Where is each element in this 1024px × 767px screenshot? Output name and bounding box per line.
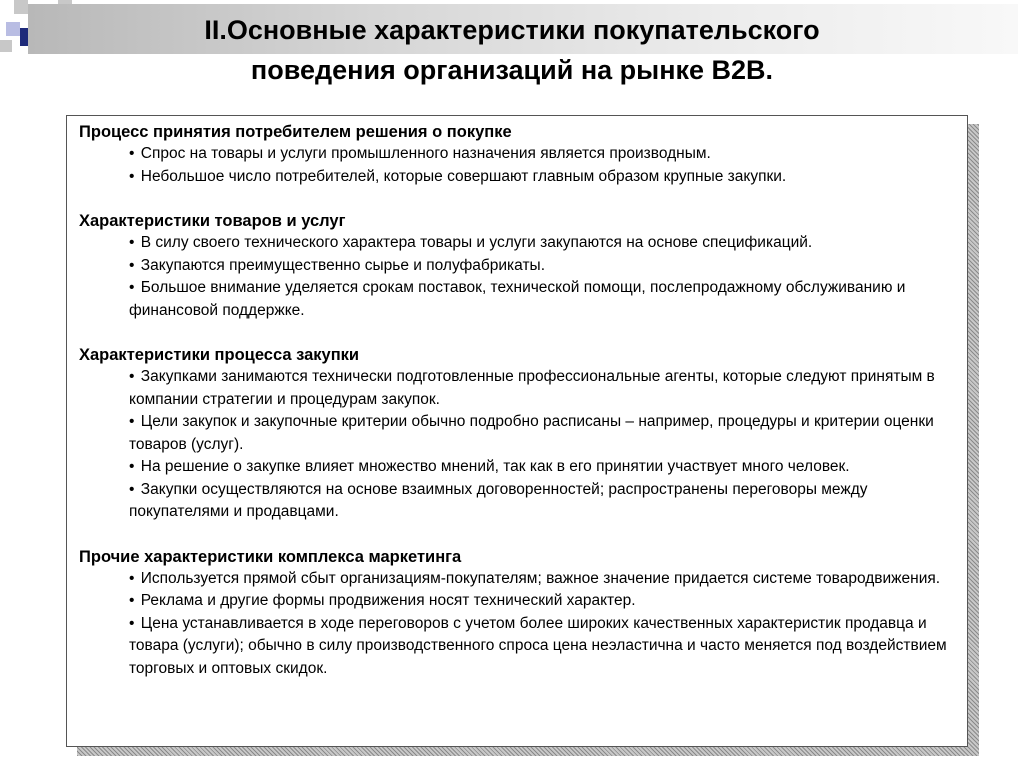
list-item [129, 166, 959, 189]
section-heading: Характеристики процесса закупки [79, 346, 360, 364]
list-item-text: Реклама и другие формы продвижения носят технический характер. [140, 592, 636, 609]
section-decision-process [79, 121, 959, 188]
bullet-icon: • [129, 167, 135, 185]
list-item [129, 277, 959, 322]
slide-title-line-1: II.Основные характеристики покупательского [204, 15, 820, 45]
list-item-text: Закупками занимаются технически подготовленные профессиональные агенты, которые следуют принятым в компании стратегии и процедурам закупок. [129, 368, 935, 408]
bullet-icon: • [129, 279, 135, 296]
list-item-text: Закупки осуществляются на основе взаимных договоренностей; распространены переговоры между покупателями и продавцами. [129, 480, 868, 520]
section-heading: Прочие характеристики комплекса маркетинга [79, 547, 462, 566]
list-item [129, 255, 959, 278]
bullet-icon: • [129, 480, 135, 498]
section-heading: Процесс принятия потребителем решения о покупке [79, 123, 512, 141]
list-item [129, 590, 959, 613]
bullet-icon: • [129, 614, 135, 632]
bullet-icon: • [129, 592, 135, 609]
bullet-icon: • [129, 458, 135, 475]
bullet-icon: • [129, 368, 135, 385]
list-item-text: Цена устанавливается в ходе переговоров с учетом более широких качественных характеристик продавца и товара (услуги); обычно в силу производственного спроса цена неэластична и часто меняется под воздействием торговых и оптовых скидок. [129, 614, 947, 677]
list-item-text: Закупаются преимущественно сырье и полуфабрикаты. [140, 256, 546, 274]
section-purchasing-process [79, 344, 959, 524]
list-item-text: Большое внимание уделяется срокам поставок, технической помощи, послепродажному обслуживанию и финансовой поддержке. [129, 279, 906, 319]
bullet-icon: • [129, 569, 135, 587]
list-item [129, 456, 959, 479]
list-item-text: На решение о закупке влияет множество мнений, так как в его принятии участвует много человек. [140, 458, 850, 475]
content-list [79, 121, 959, 702]
bullet-icon: • [129, 145, 135, 162]
list-item-text: В силу своего технического характера товары и услуги закупаются на основе спецификаций. [140, 234, 813, 251]
list-item [129, 411, 959, 456]
list-item [129, 143, 959, 166]
section-heading: Характеристики товаров и услуг [79, 212, 346, 230]
bullet-icon: • [129, 256, 135, 274]
list-item [129, 613, 959, 681]
list-item-text: Цели закупок и закупочные критерии обычно подробно расписаны – например, процедуры и критерии оценки товаров (услуг). [129, 413, 934, 453]
list-item-text: Используется прямой сбыт организациям-покупателям; важное значение придается системе товародвижения. [140, 569, 941, 587]
content-panel [66, 115, 968, 747]
section-marketing-mix [79, 546, 959, 681]
list-item-text: Небольшое число потребителей, которые совершают главным образом крупные закупки. [140, 167, 787, 185]
list-item [129, 232, 959, 255]
slide-title-line-2: поведения организаций на рынке B2B. [250, 55, 774, 85]
slide-title [40, 10, 984, 90]
list-item [129, 479, 959, 524]
bullet-icon: • [129, 234, 135, 251]
bullet-icon: • [129, 413, 135, 430]
section-goods-services [79, 210, 959, 322]
list-item-text: Спрос на товары и услуги промышленного назначения является производным. [140, 145, 711, 162]
list-item [129, 568, 959, 591]
list-item [129, 366, 959, 411]
